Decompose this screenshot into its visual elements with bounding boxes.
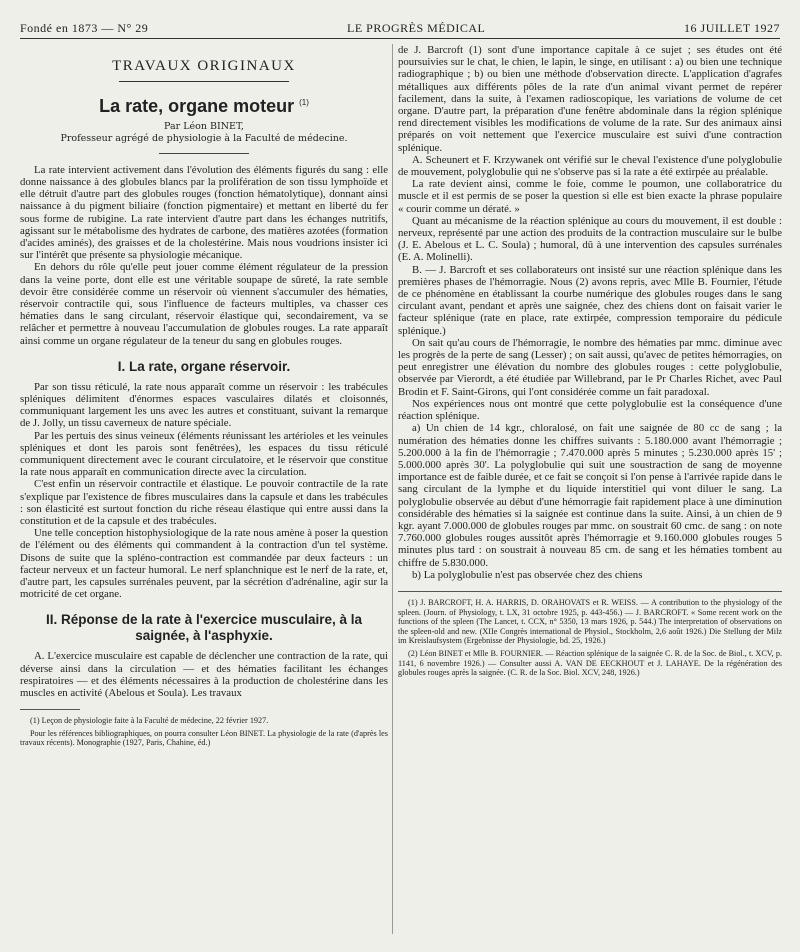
author-line: Par Léon BINET, [164, 121, 244, 132]
footnote: Pour les références bibliographiques, on pourra consulter Léon BINET. La physiologie de la rate (d'après les travaux récents). Monographie (1927, Paris, Chahine, éd.) [20, 728, 388, 748]
title-footnote-mark: (1) [299, 98, 309, 107]
footnote-rule [398, 591, 782, 592]
article-title [20, 96, 388, 117]
body-paragraph: Une telle conception histophysiologique de la rate nous amène à poser la question de l'élément ou des éléments qui commandent à la contraction d'un tel système. Disons de suite que la spléno-contraction est commandée par deux facteurs : un facteur nerveux et un facteur humoral. Le nerf splanchnique est le nerf de la rate, et, d'autre part, les capsules surrénales peuvent, par la sécrétion d'adrénaline, agir sur la motricité de cet organe. [20, 527, 388, 601]
body-paragraph: Quant au mécanisme de la réaction splénique au cours du mouvement, il est double : nerveux, représenté par une action des produits de la contraction musculaire sur le bulbe (J. E. Abelous et L. C. Soula) ; humoral, dû à une intervention des capsules surrénales (E. A. Molinelli). [398, 214, 782, 264]
footnote-rule [20, 709, 80, 710]
body-paragraph: La rate intervient activement dans l'évolution des éléments figurés du sang : elle donne naissance à des globules blancs par la prolifération de son tissu lymphoïde et elle détruit d'autre part des globules rouges (fonction hématolytique), donnant ainsi naissance à du pigment biliaire (fonction pigmentaire) et mettant en liberté du fer sous forme de rubigine. La rate intervient d'autre part dans les échanges nutritifs, agissant sur le métabolisme des hydrates de carbone, des matières azotées (formation d'acides aminés), des graisses et de la cholestérine. Mais nous voudrions insister ici sur l'intérêt que présente sa physiologie mécanique. [20, 163, 388, 262]
running-header [20, 10, 780, 36]
footnote: (1) Leçon de physiologie faite à la Faculté de médecine, 22 février 1927. [30, 716, 269, 726]
column-divider [392, 44, 393, 934]
author-affiliation: Professeur agrégé de physiologie à la Faculté de médecine. [60, 132, 348, 144]
body-paragraph: Par son tissu réticulé, la rate nous apparaît comme un réservoir : les trabécules spléniques délimitent d'énormes espaces vasculaires dilatés et cloisonnés, communiquant largement les uns avec les autres et constituant, suivant la remarque de J. Jolly, un tissu caverneux de nature spéciale. [20, 380, 388, 430]
body-paragraph: Nos expériences nous ont montré que cette polyglobulie est la conséquence d'une réaction splénique. [398, 397, 782, 423]
body-paragraph: En dehors du rôle qu'elle peut jouer comme élément régulateur de la pression dans la veine porte, dont elle est une véritable soupape de sûreté, la rate semble devoir être considérée comme un réservoir où viennent s'accumuler des hématies, réservoir contractile qui, sous l'influence de facteurs multiples, va chasser ces hématies dans le sang circulant, réservoir élastique qui, secondairement, va se relâcher et permettre à nouveau l'accumulation de globules rouges. La rate apparaît ainsi comme un organe régulateur de la teneur du sang en globules rouges. [20, 261, 388, 347]
body-paragraph: a) Un chien de 14 kgr., chloralosé, on fait une saignée de 80 cc de sang ; la numération des hématies donne les chiffres suivants : 5.180.000 avant l'hémorragie ; 5.200.000 à la fin de l'hémorragie ; 7.470.000 après 5 minutes ; 5.230.000 après 15' ; 5.000.000 après 30'. La polyglobulie qui suit une soustraction de sang de moyenne importance est de faible durée, et ce fait se conçoit si l'on pense à l'arrivée rapide dans le sang circulant de la lymphe et du liquide interstitiel qui vont diluer le sang. La polyglobulie observée au début d'une hémorragie fait rapidement place à une diminution considérable des hématies si la saignée est continue dans la suite. Ainsi, à un chien de 9 kgr. ayant 7.000.000 de globules rouges par mmc. on soustrait 60 cmc. de sang : on note 7.760.000 globules rouges aussitôt après l'hémorragie et 9.160.000 globules rouges 5 minutes plus tard : on soustrait à nouveau 85 cm. de sang et les hématies tombent au chiffre de 5.830.000. [398, 422, 782, 569]
body-paragraph: A. Scheunert et F. Krzywanek ont vérifié sur le cheval l'existence d'une polyglobulie de mouvement, polyglobulie qui ne s'observe pas si la rate a été extirpée au préalable. [398, 153, 782, 179]
body-paragraph: A. L'exercice musculaire est capable de déclencher une contraction de la rate, qui déverse ainsi dans la circulation — et des hématies facilitant les échanges respiratoires — et des éléments nécessaires à la production de cholestérine dans les muscles en activité (Abelous et Soula). Les travaux [20, 650, 388, 700]
body-paragraph: C'est enfin un réservoir contractile et élastique. Le pouvoir contractile de la rate s'explique par l'existence de fibres musculaires dans la capsule et dans les trabécules : son élasticité est surtout fonction du riche réseau élastique qui entre aussi dans la constitution et de la capsule et des trabécules. [20, 478, 388, 528]
body-paragraph: B. — J. Barcroft et ses collaborateurs ont insisté sur une réaction splénique dans les premières phases de l'hémorragie. Nous (2) avons repris, avec Mlle B. Fournier, l'étude de ce phénomène en établissant la courbe numérique des globules rouges dans le sang circulant avant, pendant et après une saignée, chez des chiens dont on faisait varier le facteur splénique (rate en place, rate extirpée, compression temporaire du pédicule splénique.) [398, 263, 782, 337]
body-paragraph: de J. Barcroft (1) sont d'une importance capitale à ce sujet ; ses études ont été poursuivies sur le chat, le chien, le lapin, le singe, en utilisant : a) ou bien une technique radiographique ; b) ou bien une méthode d'observation directe. L'application d'agrafes métalliques aux différents pôles de la rate d'un animal vivant permet de repérer facilement, dans la suite, à l'examen radioscopique, les variations de volume de cet organe. D'autre part, la préparation d'une fenêtre abdominale dans la région splénique rend directement visibles les modifications de volume de la rate. Sur des animaux ainsi préparés on voit nettement que l'exercice musculaire est suivi d'une contraction splénique. [398, 44, 782, 154]
section-label: TRAVAUX ORIGINAUX [112, 58, 296, 74]
body-paragraph: On sait qu'au cours de l'hémorragie, le nombre des hématies par mmc. diminue avec les progrès de la perte de sang (Lesser) ; on sait aussi, qu'avec de petites hémorragies, on peut enregistrer une élévation du nombre des globules rouges : cette polyglobulie, observée par Vierordt, a été étudiée par Willebrand, par le Pr Charles Richet, avec Paul Brodin et F. Saint-Girons, qui l'ont considérée comme un fait paradoxal. [398, 336, 782, 398]
section-heading-1: I. La rate, organe réservoir. [117, 358, 291, 374]
issue-date: 16 JUILLET 1927 [684, 21, 780, 35]
footnote: (2) Léon BINET et Mlle B. FOURNIER. — Réaction splénique de la saignée C. R. de la Soc. de Biol., t. XCV, p. 1141, 6 novembre 1926.) — Consulter aussi A. VAN DE EECKHOUT et J. LAHAYE. De la régénération des globules rouges après la saignée. (C. R. de la Soc. Biol. XCV, 248, 1926.) [398, 648, 782, 678]
header-rule [20, 38, 780, 39]
title-rule [159, 153, 249, 154]
body-paragraph: Par les pertuis des sinus veineux (éléments réunissant les artérioles et les veinules spléniques et dont les parois sont fenêtrées), les espaces du tissu réticulé communiquent directement avec le courant circulatoire, et le réservoir que constitue la rate nous apparaît en communication directe avec la circulation. [20, 429, 388, 479]
journal-title: LE PROGRÈS MÉDICAL [347, 21, 486, 35]
section-heading-2: II. Réponse de la rate à l'exercice musculaire, à la saignée, à l'asphyxie. [45, 612, 363, 644]
left-column [20, 44, 388, 934]
header-founded: Fondé en 1873 — N° 29 [20, 21, 149, 35]
article-title-text: La rate, organe moteur [99, 96, 295, 116]
body-paragraph: b) La polyglobulie n'est pas observée chez des chiens [412, 568, 643, 581]
footnote: (1) J. BARCROFT, H. A. HARRIS, D. ORAHOVATS et R. WEISS. — A contribution to the physiology of the spleen. (Journ. of Physiology, t. LX, 31 octobre 1925, p. 443-456.) — J. BARCROFT. « Some recent work on the functions of the spleen (The Lancet, t. CCX, n° 5350, 13 mars 1926, p. 544.) The interpretation of observations on the spleen-old and new. (XIIe Congrès international de Physiol., Stockholm, 2,6 août 1926.) Die Stellung der Milz im Kreislaufsystem (Ergebnisse der Physiologie, bd. 25, 1926.) [398, 597, 782, 646]
section-rule [119, 81, 289, 82]
right-column [398, 44, 782, 934]
body-paragraph: La rate devient ainsi, comme le foie, comme le poumon, une collaboratrice du muscle et il est permis de se poser la question si elle est bien exacte la phrase populaire « courir comme un dératé. » [398, 178, 782, 215]
